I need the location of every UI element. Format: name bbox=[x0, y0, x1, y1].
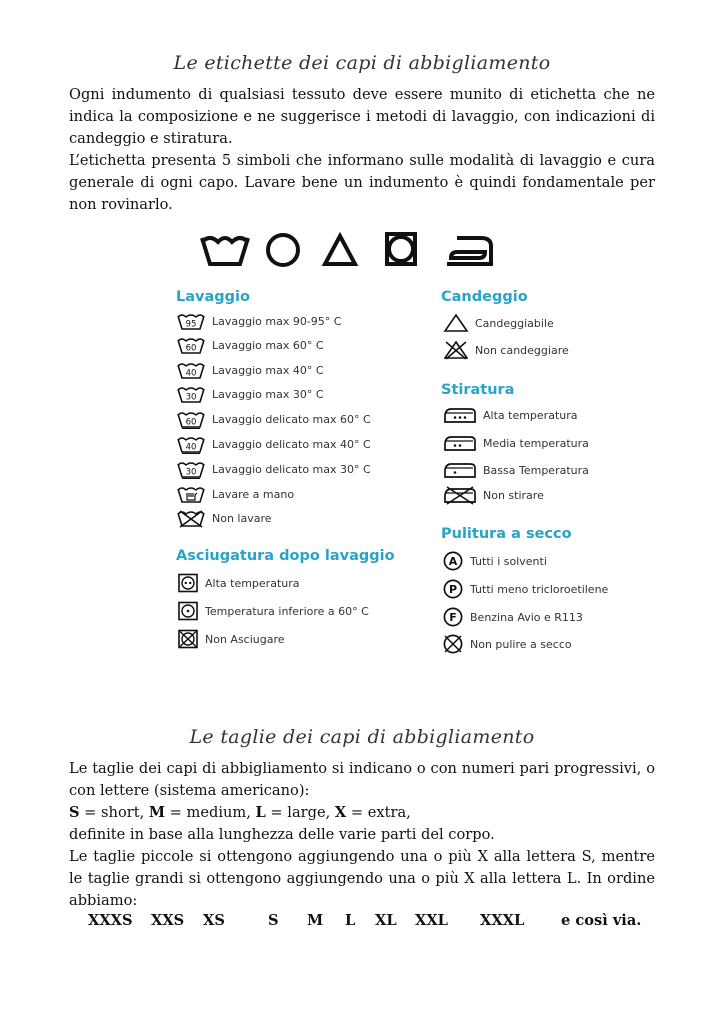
dry-clean-icon bbox=[442, 550, 464, 572]
symbol-label: Bassa Temperatura bbox=[483, 463, 589, 477]
size-list bbox=[0, 912, 724, 934]
washtub-icon bbox=[176, 384, 206, 404]
washtub-icon bbox=[176, 409, 206, 429]
symbol-row bbox=[177, 600, 369, 622]
symbol-label: Lavaggio max 60° C bbox=[212, 338, 324, 352]
temperature-number: 60 bbox=[185, 417, 197, 428]
symbol-row bbox=[176, 334, 324, 356]
bleach-triangle-icon bbox=[443, 340, 469, 360]
legend-key-x: X bbox=[334, 804, 347, 821]
temperature-number: 40 bbox=[185, 442, 197, 453]
legend-key-s: S bbox=[69, 804, 80, 821]
square-circle-icon bbox=[387, 234, 415, 264]
stiratura-title: Stiratura bbox=[441, 382, 515, 398]
symbol-label: Tutti i solventi bbox=[470, 554, 547, 568]
symbol-row bbox=[176, 458, 371, 480]
symbol-row bbox=[176, 383, 324, 405]
symbol-row bbox=[176, 507, 272, 529]
symbol-label: Lavaggio delicato max 40° C bbox=[212, 437, 371, 451]
sizes-paragraph-1: Le taglie dei capi di abbigliamento si indicano o con numeri pari progressivi, o con lettere (sistema americano): bbox=[69, 760, 655, 799]
symbol-row bbox=[442, 606, 583, 628]
solvent-letter: P bbox=[448, 583, 458, 596]
size-item: XXS bbox=[151, 912, 185, 929]
symbol-label: Lavaggio delicato max 60° C bbox=[212, 412, 371, 426]
circle-icon bbox=[268, 235, 298, 265]
washtub-icon bbox=[176, 508, 206, 528]
page-title: Le etichette dei capi di abbigliamento bbox=[173, 52, 551, 74]
intro-text bbox=[69, 84, 655, 216]
temperature-number: 95 bbox=[185, 319, 197, 330]
washtub-icon bbox=[176, 360, 206, 380]
temperature-number: 60 bbox=[185, 343, 197, 354]
sizes-paragraph-3: definite in base alla lunghezza delle varie parti del corpo. bbox=[69, 826, 495, 843]
size-item: XS bbox=[203, 912, 225, 929]
washtub-icon bbox=[176, 459, 206, 479]
iron-icon bbox=[447, 238, 491, 264]
symbol-row bbox=[442, 550, 547, 572]
sizes-paragraph-4: Le taglie piccole si ottengono aggiungendo una o più X alla lettera S, mentre le taglie grandi si ottengono aggiungendo una o più X alla lettera L. In ordine abbiamo: bbox=[69, 848, 655, 909]
symbol-row bbox=[443, 404, 578, 426]
dry-clean-icon bbox=[442, 633, 464, 655]
symbol-label: Non Asciugare bbox=[205, 632, 285, 646]
symbol-label: Non stirare bbox=[483, 488, 544, 502]
sizes-text bbox=[69, 758, 655, 912]
tumble-dry-icon bbox=[177, 601, 199, 621]
intro-paragraph-2: L’etichetta presenta 5 simboli che informano sulle modalità di lavaggio e cura generale di ogni capo. Lavare bene un indumento è quindi fondamentale per non rovinarlo. bbox=[69, 152, 655, 213]
symbol-label: Non candeggiare bbox=[475, 343, 569, 357]
washtub-icon bbox=[176, 484, 206, 504]
solvent-letter: F bbox=[449, 611, 457, 624]
symbol-label: Benzina Avio e R113 bbox=[470, 610, 583, 624]
symbol-label: Lavare a mano bbox=[212, 487, 295, 501]
symbol-label: Non pulire a secco bbox=[470, 637, 572, 651]
intro-paragraph-1: Ogni indumento di qualsiasi tessuto deve essere munito di etichetta che ne indica la composizione e ne suggerisce i metodi di lavaggio, con indicazioni di candeggio e stiratura. bbox=[69, 86, 655, 147]
legend-val-x: = extra, bbox=[346, 804, 411, 821]
symbol-label: Temperatura inferiore a 60° C bbox=[205, 604, 369, 618]
symbol-label: Media temperatura bbox=[483, 436, 589, 450]
symbol-row bbox=[443, 432, 589, 454]
solvent-letter: A bbox=[448, 555, 458, 568]
symbol-row bbox=[176, 408, 371, 430]
temperature-number: 40 bbox=[185, 368, 197, 379]
symbol-row bbox=[177, 572, 300, 594]
tumble-dry-icon bbox=[177, 573, 199, 593]
legend-val-s: = short, bbox=[79, 804, 149, 821]
symbol-row bbox=[176, 359, 324, 381]
iron-icon bbox=[443, 433, 477, 453]
symbol-row bbox=[442, 633, 572, 655]
iron-icon bbox=[443, 485, 477, 505]
iron-icon bbox=[443, 405, 477, 425]
symbol-row bbox=[443, 339, 569, 361]
legend-val-m: = medium, bbox=[165, 804, 256, 821]
legend-key-l: L bbox=[255, 804, 266, 821]
size-item: XXXS bbox=[88, 912, 133, 929]
triangle-icon bbox=[325, 236, 355, 264]
legend-key-m: M bbox=[148, 804, 166, 821]
symbol-row bbox=[176, 483, 294, 505]
size-item: XXL bbox=[415, 912, 448, 929]
temperature-number: 30 bbox=[185, 467, 197, 478]
dry-clean-icon bbox=[442, 606, 464, 628]
dry-clean-icon bbox=[442, 578, 464, 600]
symbol-row bbox=[443, 312, 554, 334]
symbol-row bbox=[176, 433, 371, 455]
symbol-label: Non lavare bbox=[212, 511, 272, 525]
asciugatura-title: Asciugatura dopo lavaggio bbox=[176, 548, 395, 564]
section-title-taglie: Le taglie dei capi di abbigliamento bbox=[189, 726, 535, 748]
symbol-row bbox=[442, 578, 608, 600]
symbol-label: Candeggiabile bbox=[475, 316, 554, 330]
legend-val-l: = large, bbox=[265, 804, 335, 821]
size-item: M bbox=[307, 912, 324, 929]
symbol-label: Lavaggio max 40° C bbox=[212, 363, 324, 377]
sizes-legend bbox=[69, 802, 655, 824]
symbol-row bbox=[176, 310, 341, 332]
symbol-label: Lavaggio max 30° C bbox=[212, 387, 324, 401]
lavaggio-title: Lavaggio bbox=[176, 289, 250, 305]
symbol-label: Alta temperatura bbox=[483, 408, 578, 422]
size-item: XL bbox=[375, 912, 397, 929]
candeggio-title: Candeggio bbox=[441, 289, 528, 305]
washtub-icon bbox=[176, 311, 206, 331]
symbol-label: Alta temperatura bbox=[205, 576, 300, 590]
symbol-label: Lavaggio max 90-95° C bbox=[212, 314, 342, 328]
symbol-row bbox=[443, 459, 589, 481]
size-item: S bbox=[268, 912, 279, 929]
size-item: L bbox=[345, 912, 356, 929]
pulitura-title: Pulitura a secco bbox=[441, 526, 572, 542]
symbol-label: Lavaggio delicato max 30° C bbox=[212, 462, 371, 476]
washtub-icon bbox=[202, 238, 248, 264]
symbol-row bbox=[177, 628, 285, 650]
tumble-dry-icon bbox=[177, 629, 199, 649]
washtub-icon bbox=[176, 434, 206, 454]
size-item: e così via. bbox=[561, 912, 642, 929]
main-symbols bbox=[195, 228, 495, 270]
temperature-number: 30 bbox=[185, 392, 197, 403]
symbol-row bbox=[443, 484, 544, 506]
symbol-label: Tutti meno tricloroetilene bbox=[470, 582, 609, 596]
bleach-triangle-icon bbox=[443, 313, 469, 333]
iron-icon bbox=[443, 460, 477, 480]
size-item: XXXL bbox=[480, 912, 525, 929]
washtub-icon bbox=[176, 335, 206, 355]
